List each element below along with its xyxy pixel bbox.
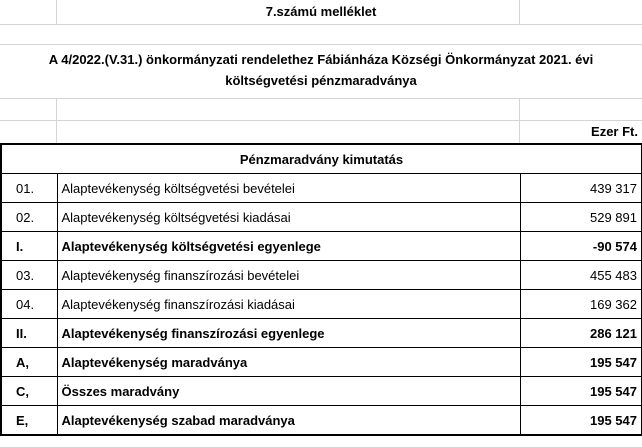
report-table [0, 143, 642, 436]
row-value: 169 362 [520, 290, 642, 319]
row-value: 439 317 [520, 174, 642, 203]
row-label: Alaptevékenység szabad maradványa [57, 406, 520, 436]
table-row [1, 319, 642, 348]
row-label: Alaptevékenység költségvetési bevételei [57, 174, 520, 203]
row-code: I. [1, 232, 57, 261]
table-row [1, 203, 642, 232]
row-value: 195 547 [520, 377, 642, 406]
table-row [1, 174, 642, 203]
row-code: II. [1, 319, 57, 348]
grid-line [0, 120, 642, 121]
annex-label: 7.számú melléklet [265, 4, 377, 19]
grid-line [0, 24, 642, 25]
grid-line [519, 98, 520, 143]
unit-label: Ezer Ft. [591, 124, 638, 139]
row-label: Alaptevékenység finanszírozási egyenlege [57, 319, 520, 348]
row-value: 195 547 [520, 406, 642, 436]
table-header-row [1, 144, 642, 174]
row-label: Alaptevékenység finanszírozási kiadásai [57, 290, 520, 319]
row-value: -90 574 [520, 232, 642, 261]
row-label: Alaptevékenység költségvetési egyenlege [57, 232, 520, 261]
row-label: Alaptevékenység finanszírozási bevételei [57, 261, 520, 290]
table-header: Pénzmaradvány kimutatás [1, 144, 642, 174]
row-code: E, [1, 406, 57, 436]
grid-line [56, 98, 57, 143]
row-value: 195 547 [520, 348, 642, 377]
row-label: Alaptevékenység maradványa [57, 348, 520, 377]
table-row [1, 348, 642, 377]
row-code: 03. [1, 261, 57, 290]
row-value: 286 121 [520, 319, 642, 348]
grid-line [0, 44, 642, 45]
table-row [1, 406, 642, 436]
row-code: 04. [1, 290, 57, 319]
grid-line [0, 98, 642, 99]
table-row [1, 377, 642, 406]
row-label: Alaptevékenység költségvetési kiadásai [57, 203, 520, 232]
row-code: A, [1, 348, 57, 377]
table-row [1, 290, 642, 319]
title-line-1: A 4/2022.(V.31.) önkormányzati rendelethez Fábiánháza Községi Önkormányzat 2021. évi [48, 52, 594, 67]
row-code: C, [1, 377, 57, 406]
row-code: 01. [1, 174, 57, 203]
row-value: 455 483 [520, 261, 642, 290]
title-line-2: költségvetési pénzmaradványa [225, 73, 417, 88]
table-row [1, 232, 642, 261]
table-row [1, 261, 642, 290]
document-title [0, 49, 642, 91]
row-value: 529 891 [520, 203, 642, 232]
row-code: 02. [1, 203, 57, 232]
row-label: Összes maradvány [57, 377, 520, 406]
